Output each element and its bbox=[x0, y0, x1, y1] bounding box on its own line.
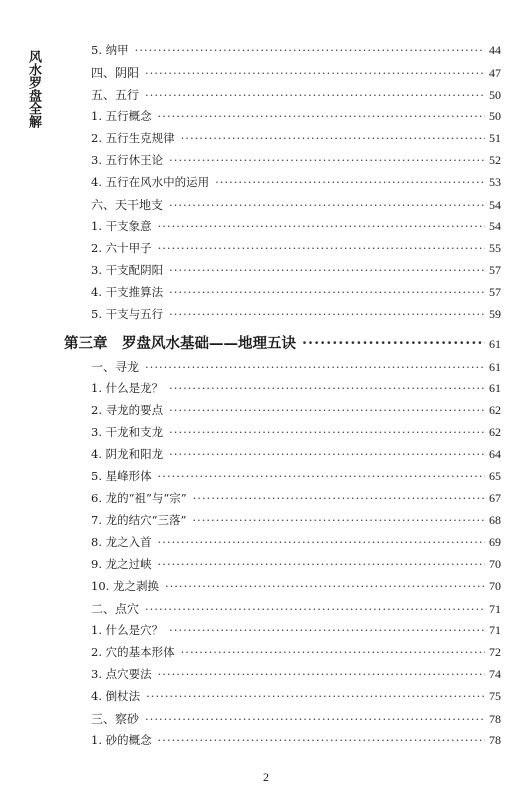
toc-entry-page-number: 65 bbox=[489, 469, 501, 483]
toc-entry-page-number: 75 bbox=[489, 689, 501, 703]
toc-entry-label: 10. 龙之剥换 bbox=[91, 579, 159, 593]
toc-item-entry bbox=[91, 644, 501, 660]
toc-entry-label: 2. 穴的基本形体 bbox=[91, 645, 175, 659]
toc-entry-page-number: 57 bbox=[489, 263, 501, 277]
toc-entry-page-number: 78 bbox=[489, 712, 501, 726]
toc-entry-label: 1. 什么是龙？ bbox=[91, 381, 164, 395]
toc-item-entry bbox=[91, 262, 501, 278]
toc-entry-page-number: 71 bbox=[489, 602, 501, 616]
dot-leader bbox=[169, 381, 485, 395]
toc-entry-label: 4. 阴龙和阳龙 bbox=[91, 447, 164, 461]
toc-entry-label: 一、寻龙 bbox=[91, 360, 140, 374]
toc-entry-page-number: 50 bbox=[489, 88, 501, 102]
toc-item-entry bbox=[91, 688, 501, 704]
toc-entry-page-number: 62 bbox=[489, 403, 501, 417]
toc-item-entry bbox=[91, 446, 501, 462]
dot-leader bbox=[158, 469, 485, 483]
toc-entry-label: 3. 干龙和支龙 bbox=[91, 425, 164, 439]
toc-item-entry bbox=[91, 556, 501, 572]
dot-leader bbox=[158, 557, 485, 571]
toc-entry-page-number: 51 bbox=[489, 131, 501, 145]
toc-item-entry bbox=[91, 380, 501, 396]
toc-entry-page-number: 67 bbox=[489, 491, 501, 505]
toc-item-entry bbox=[91, 468, 501, 484]
toc-entry-label: 三、察砂 bbox=[91, 712, 140, 726]
toc-entry-label: 4. 五行在风水中的运用 bbox=[91, 175, 210, 189]
dot-leader bbox=[135, 43, 485, 57]
toc-entry-page-number: 78 bbox=[489, 733, 501, 747]
dot-leader bbox=[145, 360, 485, 374]
toc-section-entry bbox=[91, 196, 501, 213]
dot-leader bbox=[169, 285, 485, 299]
toc-entry-label: 4. 倒杖法 bbox=[91, 689, 141, 703]
dot-leader bbox=[169, 307, 485, 321]
toc-entry-label: 1. 砂的概念 bbox=[91, 733, 152, 747]
toc-entry-label: 四、阴阳 bbox=[91, 66, 140, 80]
toc-entry-label: 六、天干地支 bbox=[91, 198, 164, 212]
toc-entry-page-number: 59 bbox=[489, 307, 501, 321]
dot-leader bbox=[302, 335, 485, 352]
toc-item-entry bbox=[91, 240, 501, 256]
dot-leader bbox=[169, 263, 485, 277]
toc-section-entry bbox=[91, 710, 501, 727]
toc-entry-label: 8. 龙之入首 bbox=[91, 535, 152, 549]
toc-entry-label: 4. 干支推算法 bbox=[91, 285, 164, 299]
toc-entry-page-number: 61 bbox=[489, 337, 501, 351]
toc-entry-page-number: 44 bbox=[489, 43, 501, 57]
dot-leader bbox=[145, 712, 485, 726]
dot-leader bbox=[192, 513, 485, 527]
dot-leader bbox=[145, 66, 485, 80]
book-title-vertical: 风水罗盘全解 bbox=[26, 50, 41, 128]
toc-section-entry bbox=[91, 64, 501, 81]
toc-item-entry bbox=[91, 666, 501, 682]
toc-entry-label: 二、点穴 bbox=[91, 602, 140, 616]
dot-leader bbox=[169, 425, 485, 439]
toc-item-entry bbox=[91, 490, 501, 506]
toc-entry-page-number: 54 bbox=[489, 198, 501, 212]
toc-item-entry bbox=[91, 512, 501, 528]
toc-entry-label: 1. 干支象意 bbox=[91, 219, 152, 233]
toc-item-entry bbox=[91, 218, 501, 234]
toc-entry-page-number: 52 bbox=[489, 153, 501, 167]
dot-leader bbox=[158, 733, 485, 747]
toc-entry-label: 5. 星峰形体 bbox=[91, 469, 152, 483]
dot-leader bbox=[193, 491, 485, 505]
toc-entry-label: 7. 龙的结穴“三落” bbox=[91, 513, 187, 527]
toc-item-entry bbox=[91, 152, 501, 168]
dot-leader bbox=[158, 667, 485, 681]
dot-leader bbox=[165, 579, 485, 593]
toc-entry-page-number: 70 bbox=[489, 579, 501, 593]
toc-entry-label: 五、五行 bbox=[91, 88, 140, 102]
toc-item-entry bbox=[91, 130, 501, 146]
toc-item-entry bbox=[91, 732, 501, 748]
toc-entry-label: 1. 什么是穴？ bbox=[91, 623, 164, 637]
toc-entry-page-number: 62 bbox=[489, 425, 501, 439]
toc-entry-page-number: 70 bbox=[489, 557, 501, 571]
toc-entry-page-number: 50 bbox=[489, 109, 501, 123]
dot-leader bbox=[158, 535, 485, 549]
page-number: 2 bbox=[263, 770, 269, 784]
toc-section-entry bbox=[91, 86, 501, 103]
toc-entry-label: 2. 五行生克规律 bbox=[91, 131, 175, 145]
toc-entry-page-number: 61 bbox=[489, 381, 501, 395]
dot-leader bbox=[158, 241, 485, 255]
toc-entry-page-number: 74 bbox=[489, 667, 501, 681]
toc-entry-page-number: 68 bbox=[489, 513, 501, 527]
toc-item-entry bbox=[91, 402, 501, 418]
toc-entry-page-number: 53 bbox=[489, 175, 501, 189]
dot-leader bbox=[158, 219, 485, 233]
dot-leader bbox=[169, 198, 485, 212]
toc-item-entry bbox=[91, 578, 501, 594]
toc-entry-page-number: 61 bbox=[489, 360, 501, 374]
toc-entry-page-number: 54 bbox=[489, 219, 501, 233]
toc-item-entry bbox=[91, 622, 501, 638]
dot-leader bbox=[169, 403, 485, 417]
toc-entry-label: 3. 五行休王论 bbox=[91, 153, 164, 167]
toc-section-entry bbox=[91, 600, 501, 617]
toc-entry-label: 第三章 罗盘风水基础——地理五诀 bbox=[64, 335, 296, 352]
toc-entry-page-number: 47 bbox=[489, 66, 501, 80]
toc-item-entry bbox=[91, 534, 501, 550]
toc-entry-label: 6. 龙的“祖”与“宗” bbox=[91, 491, 187, 505]
dot-leader bbox=[146, 689, 485, 703]
toc-chapter-heading bbox=[64, 332, 501, 353]
toc-item-entry bbox=[91, 424, 501, 440]
dot-leader bbox=[169, 153, 485, 167]
dot-leader bbox=[169, 447, 485, 461]
toc-entry-label: 2. 六十甲子 bbox=[91, 241, 152, 255]
dot-leader bbox=[215, 175, 485, 189]
toc-item-entry bbox=[91, 174, 501, 190]
toc-entry-label: 1. 五行概念 bbox=[91, 109, 152, 123]
toc-entry-page-number: 64 bbox=[489, 447, 501, 461]
toc-entry-page-number: 71 bbox=[489, 623, 501, 637]
toc-entry-label: 5. 干支与五行 bbox=[91, 307, 164, 321]
toc-item-entry bbox=[91, 284, 501, 300]
toc-entry-label: 3. 点穴要法 bbox=[91, 667, 152, 681]
dot-leader bbox=[181, 645, 485, 659]
toc-entry-label: 9. 龙之过峡 bbox=[91, 557, 152, 571]
toc-entry-label: 2. 寻龙的要点 bbox=[91, 403, 164, 417]
dot-leader bbox=[158, 109, 485, 123]
dot-leader bbox=[169, 623, 485, 637]
toc-item-entry bbox=[91, 306, 501, 322]
toc-entry-label: 5. 纳甲 bbox=[91, 43, 129, 57]
dot-leader bbox=[145, 602, 485, 616]
toc-entry-page-number: 69 bbox=[489, 535, 501, 549]
toc-entry-page-number: 57 bbox=[489, 285, 501, 299]
toc-entry-label: 3. 干支配阴阳 bbox=[91, 263, 164, 277]
toc-item-entry bbox=[91, 42, 501, 58]
toc-entry-page-number: 55 bbox=[489, 241, 501, 255]
toc-section-entry bbox=[91, 358, 501, 375]
toc-entry-page-number: 72 bbox=[489, 645, 501, 659]
dot-leader bbox=[145, 88, 485, 102]
toc-item-entry bbox=[91, 108, 501, 124]
dot-leader bbox=[181, 131, 485, 145]
